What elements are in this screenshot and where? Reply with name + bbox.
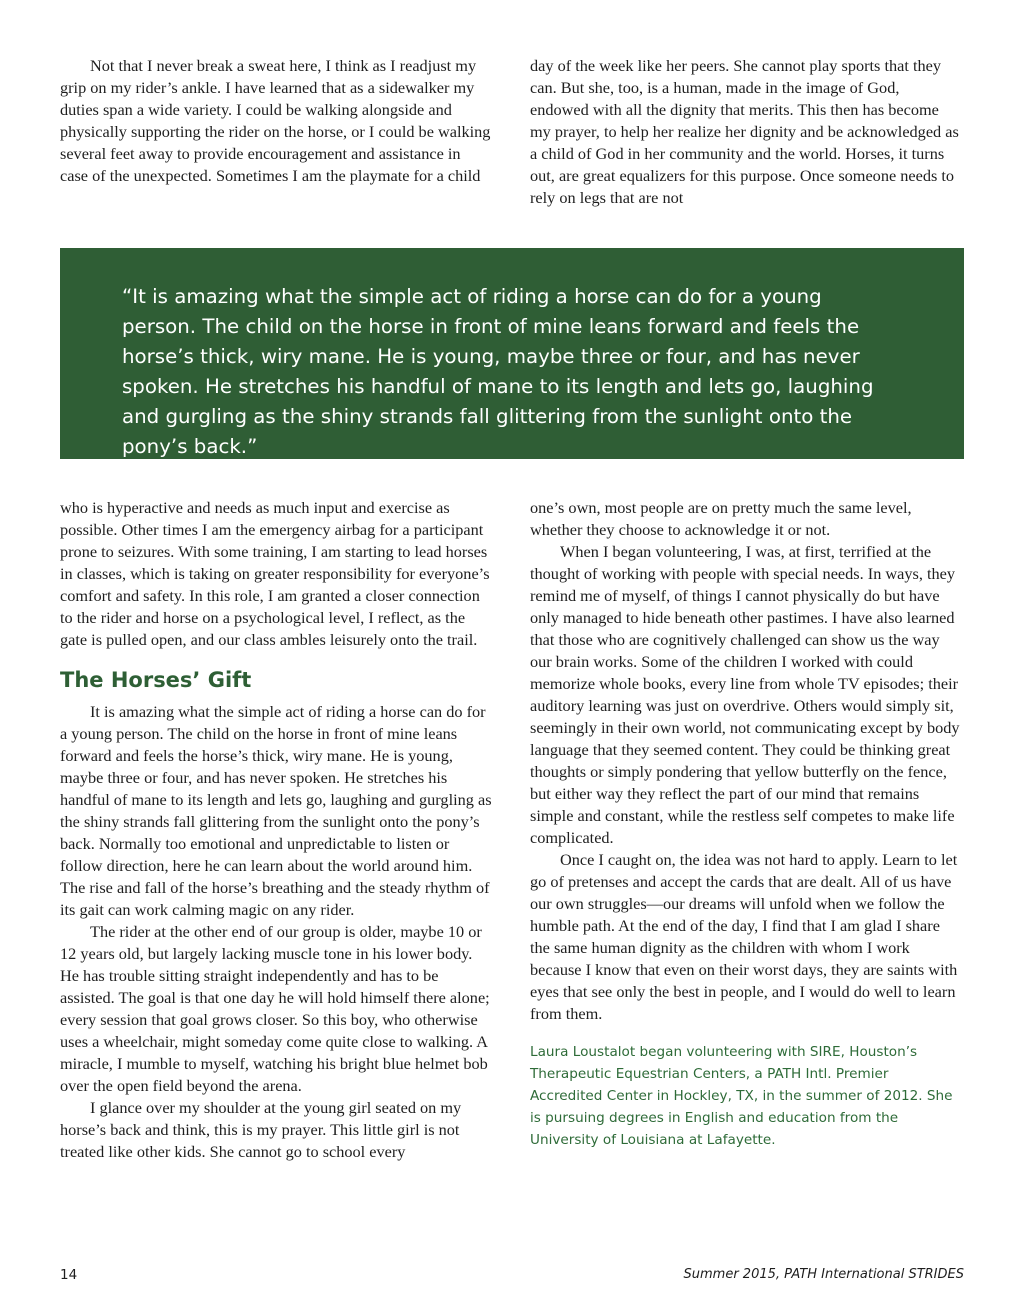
section-heading: The Horses’ Gift	[60, 668, 252, 692]
article-paragraph: I glance over my shoulder at the young girl seated on my horse’s back and think, this is my prayer. This little girl is not treated like other kids. She cannot go to school every	[60, 1098, 462, 1161]
bottom-right-column	[530, 497, 962, 1151]
article-paragraph: When I began volunteering, I was, at first, terrified at the thought of working with people with special needs. In ways, they remind me of myself, of things I cannot physically do but have only managed to hide beneath other pastimes. I have also learned that those who are cognitively challenged can show us the way our brain works. Some of the children I worked with could memorize whole books, every line from whole TV episodes; their auditory learning was just on overdrive. Others would simply sit, seemingly in their own world, not communicating except by body language that they seemed content. They could be thinking great thoughts or simply pondering that yellow butterfly on the fence, but either way they reflect the part of our mind that remains simple and constant, while the restless self competes to make life complicated.	[530, 542, 960, 847]
author-bio: Laura Loustalot began volunteering with SIRE, Houston’s Therapeutic Equestrian Centers, a PATH Intl. Premier Accredited Center in Hockley, TX, in the summer of 2012. She is pursuing degrees in English and education from the University of Louisiana at Lafayette.	[530, 1044, 953, 1148]
article-paragraph: It is amazing what the simple act of riding a horse can do for a young person. The child on the horse in front of mine leans forward and feels the horse’s thick, wiry mane. He is young, maybe three or four, and has never spoken. He stretches his handful of mane to its length and lets go, laughing and gurgling as the shiny strands fall glittering from the sunlight onto the pony’s back. Normally too emotional and unpredictable to listen or follow direction, here he can learn about the world around him. The rise and fall of the horse’s breathing and the steady rhythm of its gait can work calming magic on any rider.	[60, 702, 492, 919]
page-number: 14	[60, 1267, 78, 1283]
pull-quote-box	[60, 248, 964, 459]
article-paragraph: Once I caught on, the idea was not hard to apply. Learn to let go of pretenses and accept the cards that are dealt. All of us have our own struggles—our dreams will unfold when we follow the humble path. At the end of the day, I find that I am glad I share the same human dignity as the children with whom I work because I know that even on their worst days, they are saints with eyes that see only the best in people, and I would do well to learn from them.	[530, 850, 958, 1023]
article-paragraph: The rider at the other end of our group is older, maybe 10 or 12 years old, but largely lacking muscle tone in his lower body. He has trouble sitting straight independently and has to be assisted. The goal is that one day he will hold himself there alone; every session that goal grows closer. So this boy, who otherwise uses a wheelchair, might someday come quite close to walking. A miracle, I mumble to myself, watching his bright blue helmet bob over the open field beyond the arena.	[60, 922, 490, 1095]
issue-label: Summer 2015, PATH International STRIDES	[683, 1267, 964, 1282]
article-paragraph: one’s own, most people are on pretty much the same level, whether they choose to acknowledge it or not.	[530, 498, 912, 539]
article-paragraph: Not that I never break a sweat here, I think as I readjust my grip on my rider’s ankle. I have learned that as a sidewalker my duties span a wide variety. I could be walking alongside and physically supporting the rider on the horse, or I could be walking several feet away to provide encouragement and assistance in case of the unexpected. Sometimes I am the playmate for a child	[60, 56, 491, 185]
bottom-left-column	[60, 497, 492, 1163]
top-right-column	[530, 55, 962, 209]
top-left-column	[60, 55, 492, 187]
pull-quote-text: “It is amazing what the simple act of riding a horse can do for a young person. The child on the horse in front of mine leans forward and feels the horse’s thick, wiry mane. He is young, maybe three or four, and has never spoken. He stretches his handful of mane to its length and lets go, laughing and gurgling as the shiny strands fall glittering from the sunlight onto the pony’s back.”	[122, 285, 874, 458]
article-paragraph: who is hyperactive and needs as much input and exercise as possible. Other times I am the emergency airbag for a participant prone to seizures. With some training, I am starting to lead horses in classes, which is taking on greater responsibility for everyone’s comfort and safety. In this role, I am granted a closer connection to the rider and horse on a psychological level, I reflect, as the gate is pulled open, and our class ambles leisurely onto the trail.	[60, 498, 490, 649]
article-paragraph: day of the week like her peers. She cannot play sports that they can. But she, too, is a human, made in the image of God, endowed with all the dignity that merits. This then has become my prayer, to help her realize her dignity and be acknowledged as a child of God in her community and the world. Horses, it turns out, are great equalizers for this purpose. Once someone needs to rely on legs that are not	[530, 56, 959, 207]
